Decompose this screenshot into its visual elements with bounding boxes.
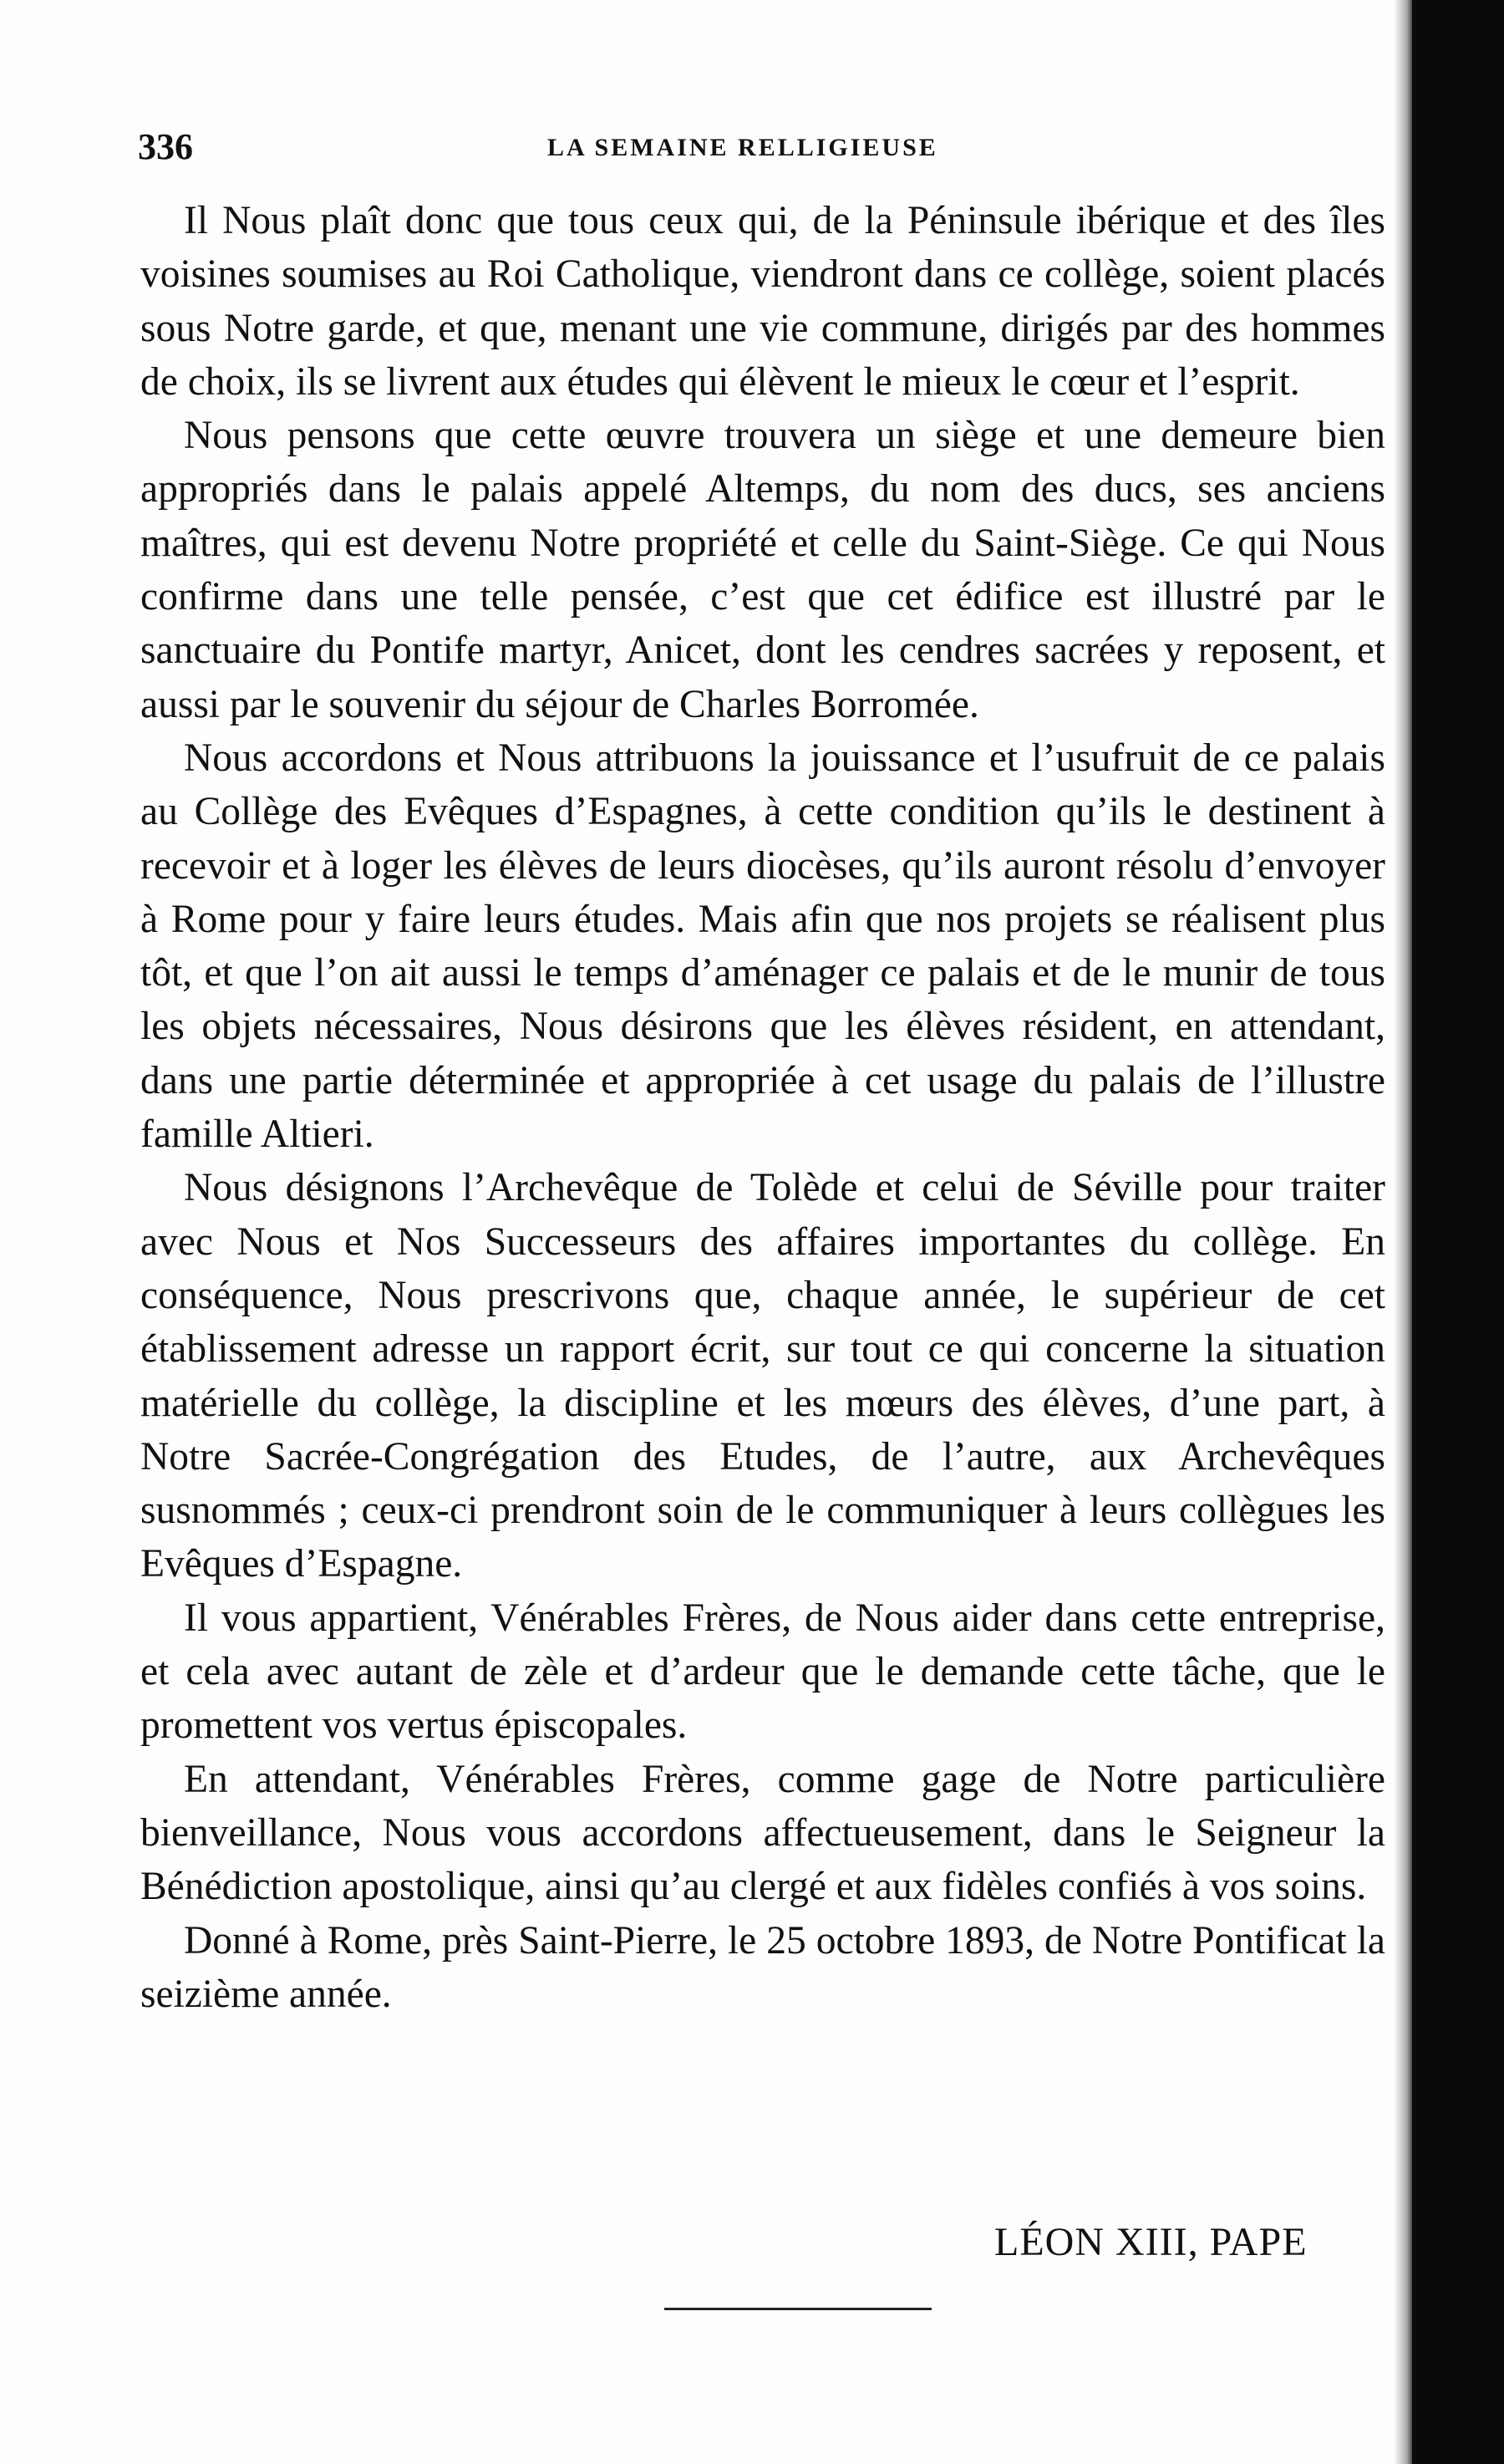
page-edge-binding — [1412, 0, 1504, 2464]
paragraph: Nous accordons et Nous attribuons la jouissance et l’usufruit de ce palais au Collège des Evêques d’Espagnes, à cette condition qu’ils le destinent à recevoir et à loger les élèves de leurs diocèses, qu’ils auront résolu d’envoyer à Rome pour y faire leurs études. Mais afin que nos projets se réalisent plus tôt, et que l’on ait aussi le temps d’aménager ce palais et de le munir de tous les objets nécessaires, Nous désirons que les élèves résident, en attendant, dans une partie déterminée et appropriée à cet usage du palais de l’illustre famille Altieri. — [140, 736, 1385, 1157]
closing-rule — [664, 2308, 932, 2310]
paragraph: En attendant, Vénérables Frères, comme gage de Notre particulière bienveillance, Nous vous accordons affectueusement, dans le Seigneur la Bénédiction apostolique, ainsi qu’au clergé et aux fidèles confiés à vos soins. — [140, 1757, 1385, 1909]
running-header — [138, 125, 1391, 167]
signature: LÉON XIII, PAPE — [994, 2220, 1308, 2264]
paragraph: Il vous appartient, Vénérables Frères, de Nous aider dans cette entreprise, et cela avec autant de zèle et d’ardeur que le demande cette tâche, que le promettent vos vertus épiscopales. — [140, 1596, 1385, 1748]
paragraph: Nous désignons l’Archevêque de Tolède et celui de Séville pour traiter avec Nous et Nos Successeurs des affaires importantes du collège. En conséquence, Nous prescrivons que, chaque année, le supérieur de cet établissement adresse un rapport écrit, sur tout ce qui concerne la situation matérielle du collège, la discipline et les mœurs des élèves, d’une part, à Notre Sacrée-Congrégation des Etudes, de l’autre, aux Archevêques susnommés ; ceux-ci prendront soin de le communiquer à leurs collègues les Evêques d’Espagne. — [140, 1166, 1385, 1586]
body-text — [140, 194, 1385, 2021]
signature-block — [0, 2219, 1504, 2319]
page-number: 336 — [138, 126, 193, 167]
paragraph: Nous pensons que cette œuvre trouvera un siège et une demeure bien appropriés dans le palais appelé Altemps, du nom des ducs, ses anciens maîtres, qui est devenu Notre propriété et celle du Saint-Siège. Ce qui Nous confirme dans une telle pensée, c’est que cet édifice est illustré par le sanctuaire du Pontife martyr, Anicet, dont les cendres sacrées y reposent, et aussi par le souvenir du séjour de Charles Borromée. — [140, 414, 1385, 726]
paragraph: Il Nous plaît donc que tous ceux qui, de la Péninsule ibérique et des îles voisines soumises au Roi Catholique, viendront dans ce collège, soient placés sous Notre garde, et que, menant une vie commune, dirigés par des hommes de choix, ils se livrent aux études qui élèvent le mieux le cœur et l’esprit. — [140, 199, 1385, 404]
running-title: LA SEMAINE RELLIGIEUSE — [547, 134, 938, 161]
paragraph: Donné à Rome, près Saint-Pierre, le 25 octobre 1893, de Notre Pontificat la seizième année. — [140, 1918, 1385, 2016]
